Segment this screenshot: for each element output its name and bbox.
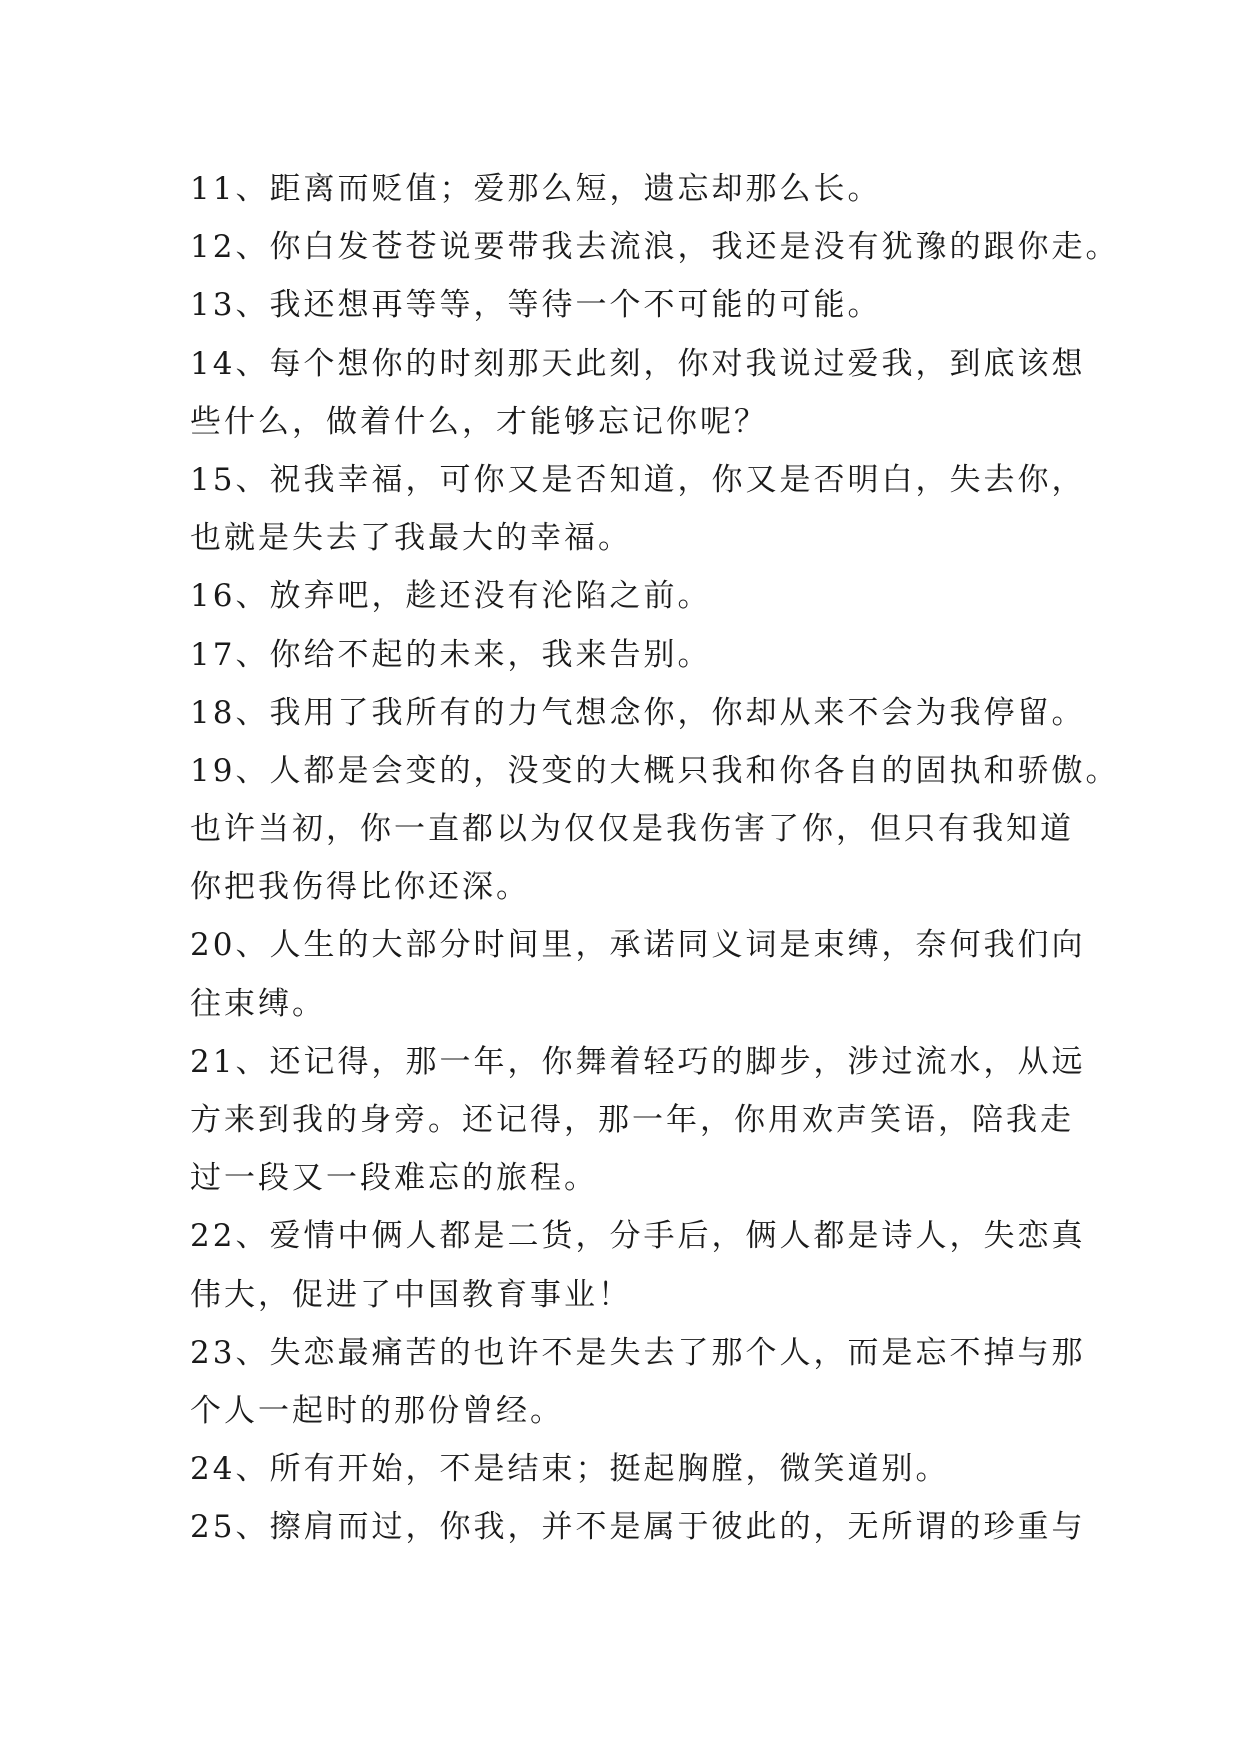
text-line: 12、你白发苍苍说要带我去流浪，我还是没有犹豫的跟你走。 <box>190 229 1120 266</box>
text-line: 19、人都是会变的，没变的大概只我和你各自的固执和骄傲。 <box>190 752 1120 789</box>
text-line: 14、每个想你的时刻那天此刻，你对我说过爱我，到底该想 <box>190 345 1086 382</box>
text-line: 17、你给不起的未来，我来告别。 <box>190 636 712 673</box>
text-line: 也就是失去了我最大的幸福。 <box>190 520 632 557</box>
text-line: 24、所有开始，不是结束；挺起胸膛，微笑道别。 <box>190 1451 950 1488</box>
text-line: 22、爱情中俩人都是二货，分手后，俩人都是诗人，失恋真 <box>190 1218 1086 1255</box>
text-line: 些什么，做着什么，才能够忘记你呢？ <box>190 403 768 440</box>
text-body <box>190 160 1120 1557</box>
text-line: 过一段又一段难忘的旅程。 <box>190 1160 598 1197</box>
text-line: 18、我用了我所有的力气想念你，你却从来不会为我停留。 <box>190 694 1086 731</box>
text-line: 23、失恋最痛苦的也许不是失去了那个人，而是忘不掉与那 <box>190 1334 1086 1371</box>
text-line: 伟大，促进了中国教育事业！ <box>190 1276 632 1313</box>
text-line: 往束缚。 <box>190 985 326 1022</box>
text-line: 15、祝我幸福，可你又是否知道，你又是否明白，失去你， <box>190 461 1086 498</box>
text-line: 也许当初，你一直都以为仅仅是我伤害了你，但只有我知道 <box>190 811 1074 848</box>
text-line: 方来到我的身旁。还记得，那一年，你用欢声笑语，陪我走 <box>190 1102 1074 1138</box>
text-line: 个人一起时的那份曾经。 <box>190 1392 564 1429</box>
text-line: 16、放弃吧，趁还没有沦陷之前。 <box>190 578 712 615</box>
text-line: 13、我还想再等等，等待一个不可能的可能。 <box>190 287 882 324</box>
text-line: 21、还记得，那一年，你舞着轻巧的脚步，涉过流水，从远 <box>190 1043 1086 1080</box>
text-line: 20、人生的大部分时间里，承诺同义词是束缚，奈何我们向 <box>190 927 1086 964</box>
text-line: 你把我伤得比你还深。 <box>190 869 530 906</box>
text-line: 11、距离而贬值；爱那么短，遗忘却那么长。 <box>190 171 882 207</box>
text-line: 25、擦肩而过，你我，并不是属于彼此的，无所谓的珍重与 <box>190 1509 1086 1546</box>
